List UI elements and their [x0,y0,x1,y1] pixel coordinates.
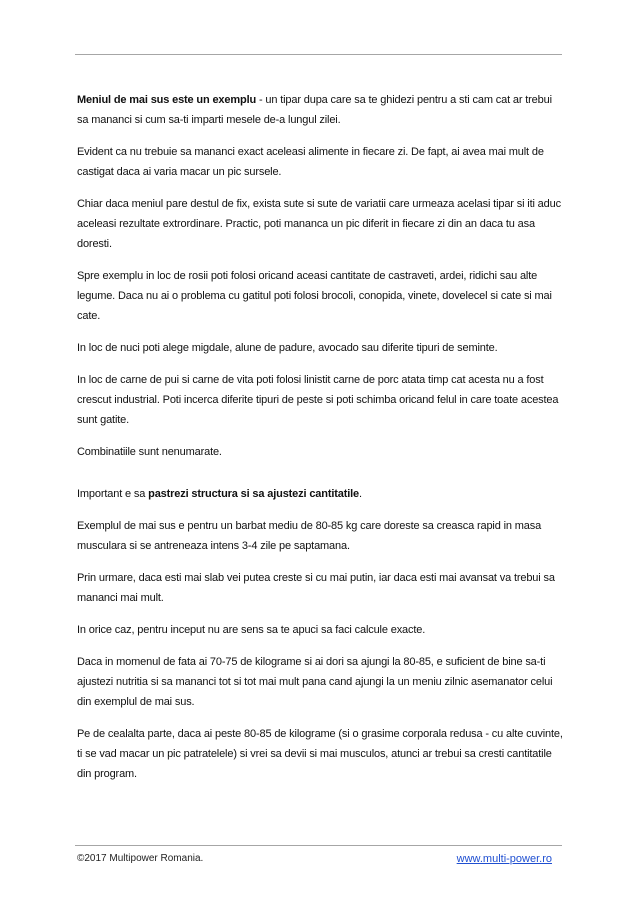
paragraph: Evident ca nu trebuie sa mananci exact aceleasi alimente in fiecare zi. De fapt, ai avea mai mult de castigat daca ai varia macar un pic sursele. [77,146,544,178]
bold-text: pastrezi structura si sa ajustezi cantitatile [148,488,360,500]
paragraph [77,484,563,504]
website-link[interactable]: www.multi-power.ro [456,853,552,865]
footer-rule [75,845,562,846]
paragraph-text: - un tipar dupa care sa te ghidezi pentru a sti cam cat ar trebui sa mananci si cum sa-ti imparti mesele de-a lungul zilei. [77,94,552,126]
paragraph: Pe de cealalta parte, daca ai peste 80-85 de kilograme (si o grasime corporala redusa - cu alte cuvinte, ti se vad macar un pic patratelele) si vrei sa devii si mai musculos, atunci ar trebui sa cresti cantitatile din program. [77,728,563,780]
paragraph: Prin urmare, daca esti mai slab vei putea creste si cu mai putin, iar daca esti mai avansat va trebui sa mananci mai mult. [77,572,555,604]
paragraph: In orice caz, pentru inceput nu are sens sa te apuci sa faci calcule exacte. [77,624,426,636]
paragraph: Spre exemplu in loc de rosii poti folosi oricand aceasi cantitate de castraveti, ardei, ridichi sau alte legume. Daca nu ai o problema cu gatitul poti folosi brocoli, conopida, vinete, dovelecel si cate si mai cate. [77,270,552,322]
paragraph [77,90,563,130]
copyright-text: ©2017 Multipower Romania. [77,853,204,864]
paragraph: Combinatiile sunt nenumarate. [77,446,222,458]
document-body [77,90,563,796]
paragraph-text: Important e sa [77,488,149,500]
paragraph: Chiar daca meniul pare destul de fix, exista sute si sute de variatii care urmeaza acelasi tipar si iti aduc aceleasi rezultate extrordinare. Practic, poti mananca un pic diferit in fiecare zi din an daca tu asa doresti. [77,198,561,250]
paragraph: Exemplul de mai sus e pentru un barbat mediu de 80-85 kg care doreste sa creasca rapid in masa musculara si se antreneaza intens 3-4 zile pe saptamana. [77,520,542,552]
paragraph-text: . [359,488,362,500]
header-rule [75,54,562,55]
paragraph: In loc de nuci poti alege migdale, alune de padure, avocado sau diferite tipuri de seminte. [77,342,498,354]
bold-text: Meniul de mai sus este un exemplu [77,94,257,106]
paragraph: In loc de carne de pui si carne de vita poti folosi linistit carne de porc atata timp cat acesta nu a fost crescut industrial. Poti incerca diferite tipuri de peste si poti schimba oricand felul in care toate acestea sunt gatite. [77,374,559,426]
paragraph: Daca in momenul de fata ai 70-75 de kilograme si ai dori sa ajungi la 80-85, e suficient de bine sa-ti ajustezi nutritia si sa mananci tot si tot mai mult pana cand ajungi la un meniu zilnic asemanator celui din exemplul de mai sus. [77,656,553,708]
